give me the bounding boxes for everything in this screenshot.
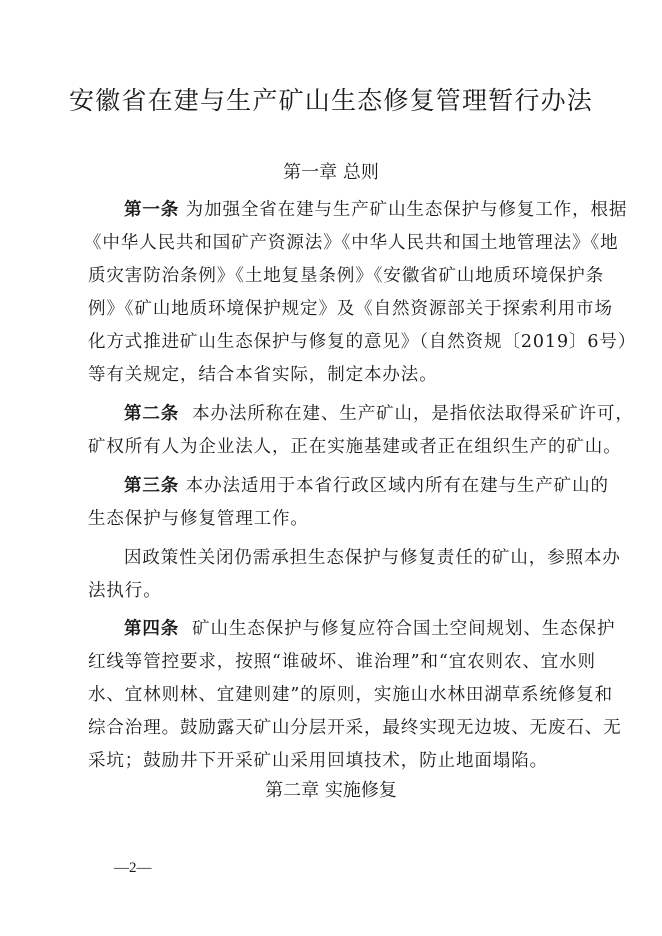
article-4-line-4: 综合治理。鼓励露天矿山分层开采，最终实现无边坡、无废石、无: [88, 718, 622, 738]
article-4-line-2: 红线等管控要求，按照“谁破坏、谁治理”和“宜农则农、宜水则: [88, 652, 596, 672]
article-2-line-1: [124, 402, 634, 426]
article-4-line-3: 水、宜林则林、宜建则建”的原则，实施山水林田湖草系统修复和: [88, 685, 614, 705]
article-4-text: 矿山生态保护与修复应符合国土空间规划、生态保护: [192, 619, 616, 639]
article-1-label: 第一条: [124, 200, 180, 220]
article-1-line-4: 例》《矿山地质环境保护规定》及《自然资源部关于探索利用市场: [88, 299, 613, 319]
article-1-line-2: 《中华人民共和国矿产资源法》《中华人民共和国土地管理法》《地: [84, 233, 619, 253]
article-3-line-1: [124, 474, 624, 498]
page-number: —2—: [114, 860, 152, 876]
article-2-label: 第二条: [124, 404, 180, 424]
article-2-line-2: 矿权所有人为企业法人，正在实施基建或者正在组织生产的矿山。: [88, 437, 622, 457]
article-3-line-2: 生态保护与修复管理工作。: [88, 509, 309, 529]
article-3-label: 第三条: [124, 476, 180, 496]
article-3-para-2-line-2: 法执行。: [88, 581, 162, 601]
article-4-line-1: [124, 617, 624, 641]
article-1-line-1: [124, 198, 628, 222]
article-1-line-3: 质灾害防治条例》《土地复垦条例》《安徽省矿山地质环境保护条: [88, 266, 605, 286]
chapter-heading-1: 第一章 总则: [283, 162, 379, 183]
article-4-line-5: 采坑；鼓励井下开采矿山采用回填技术，防止地面塌陷。: [88, 751, 548, 771]
chapter-heading-2: 第二章 实施修复: [265, 780, 397, 801]
document-title: 安徽省在建与生产矿山生态修复管理暂行办法: [68, 86, 593, 115]
article-2-text: 本办法所称在建、生产矿山，是指依法取得采矿许可，: [192, 404, 634, 424]
article-1-text: 为加强全省在建与生产矿山生态保护与修复工作，根据: [185, 200, 628, 220]
article-1-line-5: 化方式推进矿山生态保护与修复的意见》（自然资规〔2019〕6号）: [88, 332, 637, 352]
article-4-label: 第四条: [124, 619, 180, 639]
article-3-text: 本办法适用于本省行政区域内所有在建与生产矿山的: [185, 476, 609, 496]
article-1-line-6: 等有关规定，结合本省实际，制定本办法。: [88, 365, 438, 385]
article-3-para-2-line-1: 因政策性关闭仍需承担生态保护与修复责任的矿山，参照本办: [124, 548, 621, 568]
